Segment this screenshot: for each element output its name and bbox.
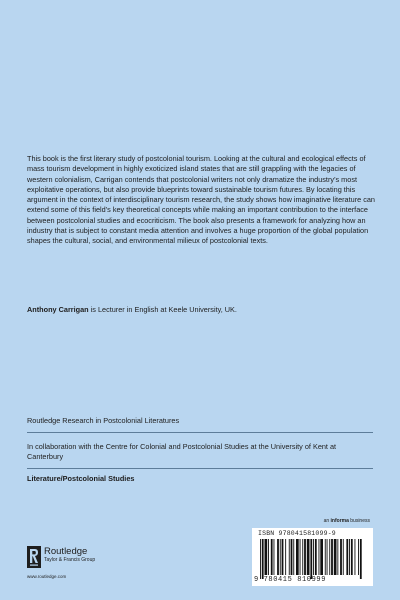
barcode-bar xyxy=(327,539,328,575)
barcode-bar xyxy=(302,539,303,575)
barcode-bar xyxy=(280,539,281,575)
barcode-bar xyxy=(296,539,299,575)
barcode-bar xyxy=(304,539,306,575)
ean-number: 9 780415 810999 xyxy=(254,576,327,584)
barcode-bar xyxy=(262,539,264,579)
barcode-bar xyxy=(325,539,326,575)
barcode-bar xyxy=(265,539,268,575)
barcode-bar xyxy=(343,539,344,575)
publisher-logo xyxy=(27,546,95,568)
barcode-bar xyxy=(289,539,290,575)
barcode-bar xyxy=(329,539,330,575)
barcode-bar xyxy=(358,539,359,575)
barcode-bar xyxy=(282,539,284,575)
barcode-bar xyxy=(260,539,261,579)
barcode xyxy=(252,528,373,586)
routledge-r-icon xyxy=(27,546,41,568)
author-bio-text: is Lecturer in English at Keele University, UK. xyxy=(88,305,237,314)
barcode-bar xyxy=(334,539,337,575)
publisher-name: Routledge xyxy=(44,546,88,557)
barcode-bar xyxy=(300,539,301,575)
informa-business-tagline xyxy=(324,518,370,524)
barcode-bar xyxy=(349,539,350,575)
barcode-bar xyxy=(271,539,273,575)
publisher-group: Taylor & Francis Group xyxy=(44,557,96,563)
barcode-bar xyxy=(320,539,323,575)
informa-brand: informa xyxy=(330,518,349,524)
series-title: Routledge Research in Postcolonial Literatures xyxy=(27,416,180,425)
barcode-bar xyxy=(319,539,320,575)
publisher-url: www.routledge.com xyxy=(27,574,67,579)
barcode-bar xyxy=(291,539,293,575)
informa-prefix: an xyxy=(323,518,331,524)
book-description: This book is the first literary study of postcolonial tourism. Looking at the cultural and ecological effects of mass tourism development in highly exoticized island states that are still grappling with the legacies of western colonialism, Carrigan contends that postcolonial writers not only dramatize the industry’s most exploitative operations, but also provide blueprints toward sustainable tourism futures. By locating this argument in the context of interdisciplinary tourism research, the study shows how imaginative literature can extend some of this field’s key theoretical concepts while making an important contribution to the interface between postcolonial studies and ecocriticism. The book also presents a framework for analyzing how an industry that is subject to constant media attention and involves a huge proportion of the global population shapes the cultural, social, and environmental milieux of postcolonial texts. xyxy=(27,154,375,246)
barcode-bar xyxy=(268,539,269,575)
barcode-bar xyxy=(360,539,362,579)
barcode-bars xyxy=(258,539,366,579)
barcode-bar xyxy=(310,539,312,579)
author-bio xyxy=(27,305,375,315)
isbn-label: ISBN 978041581099-9 xyxy=(258,530,336,537)
barcode-bar xyxy=(293,539,294,575)
barcode-bar xyxy=(346,539,348,575)
informa-suffix: business xyxy=(348,518,370,524)
barcode-bar xyxy=(277,539,279,575)
barcode-bar xyxy=(274,539,275,575)
subject-category: Literature/Postcolonial Studies xyxy=(27,474,135,483)
barcode-bar xyxy=(331,539,333,575)
author-name: Anthony Carrigan xyxy=(27,305,89,314)
divider xyxy=(27,468,373,469)
barcode-bar xyxy=(337,539,338,575)
collaboration-note: In collaboration with the Centre for Colonial and Postcolonial Studies at the University of Kent at Canterbury xyxy=(27,442,337,462)
barcode-bar xyxy=(285,539,286,575)
barcode-bar xyxy=(351,539,353,575)
divider xyxy=(27,432,373,433)
barcode-bar xyxy=(307,539,310,575)
barcode-bar xyxy=(355,539,356,575)
barcode-bar xyxy=(340,539,342,575)
barcode-bar xyxy=(315,539,317,575)
barcode-bar xyxy=(313,539,314,575)
